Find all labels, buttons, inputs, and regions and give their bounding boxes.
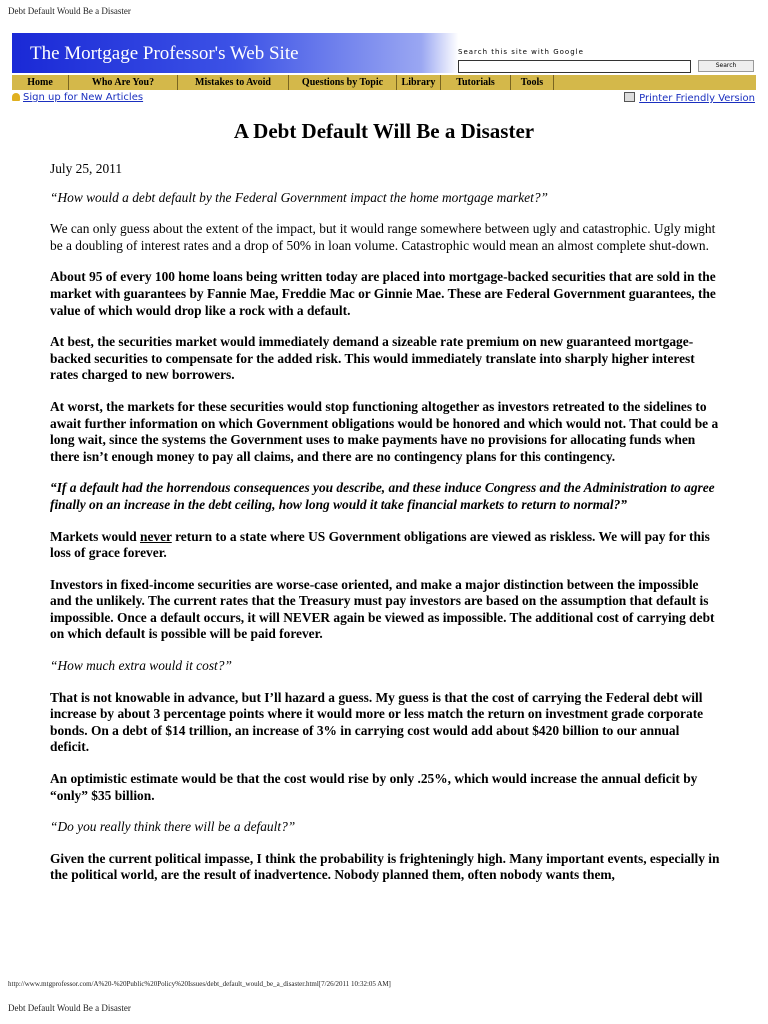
search-label: Search this site with Google — [458, 48, 584, 56]
bell-icon — [12, 93, 20, 101]
search-input[interactable] — [458, 60, 691, 73]
article-body — [50, 161, 720, 899]
browser-page-title: Debt Default Would Be a Disaster — [8, 6, 131, 16]
signup-link[interactable]: Sign up for New Articles — [23, 92, 144, 103]
nav-item-tools[interactable]: Tools — [511, 75, 554, 90]
paragraph-5-start: Markets would — [50, 528, 141, 544]
site-banner — [12, 33, 756, 73]
emphasis-never: never — [140, 528, 172, 544]
site-title[interactable]: The Mortgage Professor's Web Site — [30, 43, 299, 64]
paragraph-3: At best, the securities market would immediately demand a sizeable rate premium on new guaranteed mortgage-backed securities to compensate for the added risk. This would immediately translate into sharply higher interest rates charged to new borrowers. — [50, 334, 695, 383]
question-1: “How would a debt default by the Federal Government impact the home mortgage market?” — [50, 189, 548, 205]
nav-item-mistakes-to-avoid[interactable]: Mistakes to Avoid — [178, 75, 289, 90]
printer-link-area — [624, 92, 755, 104]
paragraph-8: An optimistic estimate would be that the cost would rise by only .25%, which would increase the annual deficit by “only” $35 billion. — [50, 771, 698, 803]
search-button[interactable]: Search — [698, 60, 754, 72]
nav-item-questions-by-topic[interactable]: Questions by Topic — [289, 75, 397, 90]
main-nav — [12, 75, 756, 90]
nav-item-who-are-you[interactable]: Who Are You? — [69, 75, 178, 90]
printer-friendly-link[interactable]: Printer Friendly Version — [639, 93, 755, 104]
paragraph-1: We can only guess about the extent of the impact, but it would range somewhere between ugly and catastrophic. Ugly might be a doubling of interest rates and a drop of 50% in loan volume. Catastrophic would mean an almost complete shut-down. — [50, 221, 716, 253]
nav-item-tutorials[interactable]: Tutorials — [441, 75, 511, 90]
footer-url: http://www.mtgprofessor.com/A%20-%20Public%20Policy%20Issues/debt_default_would_be_a_disaster.html[7/26/2011 10:32:05 AM] — [8, 980, 391, 988]
paragraph-4: At worst, the markets for these securities would stop functioning altogether as investors retreated to the sidelines to await further information on which Government obligations would be honored and which would not. That could be a long wait, since the systems the Government uses to make payments have no provisions for allocating funds when there isn’t enough money to pay all claims, and there are no contingency plans for this contingency. — [50, 398, 719, 464]
question-4: “Do you really think there will be a default?” — [50, 819, 296, 835]
paragraph-7: That is not knowable in advance, but I’ll hazard a guess. My guess is that the cost of carrying the Federal debt will increase by about 3 percentage points where it would more or less match the return on investment grade corporate bonds. On a debt of $14 trillion, an increase of 3% in carrying cost would add about $420 billion to our annual deficit. — [50, 689, 704, 755]
paragraph-9: Given the current political impasse, I think the probability is frighteningly high. Many important events, especially in the political world, are the result of inadvertence. Nobody planned them, often nobody wants them, — [50, 850, 720, 883]
signup-link-area — [12, 92, 143, 103]
paragraph-5 — [50, 529, 720, 562]
paragraph-2: About 95 of every 100 home loans being written today are placed into mortgage-backed securities that are sold in the market with guarantees by Fannie Mae, Freddie Mac or Ginnie Mae. These are Federal Government guarantees, the value of which would drop like a rock with a default. — [50, 269, 716, 318]
article-title: A Debt Default Will Be a Disaster — [233, 119, 535, 143]
article-date: July 25, 2011 — [50, 161, 123, 176]
nav-item-library[interactable]: Library — [397, 75, 441, 90]
nav-item-home[interactable]: Home — [12, 75, 69, 90]
question-2: “If a default had the horrendous consequences you describe, and these induce Congress and the Administration to agree finally on an increase in the debt ceiling, how long would it take financial markets to return to normal?” — [50, 480, 715, 512]
printer-icon — [624, 92, 635, 102]
footer-page-title: Debt Default Would Be a Disaster — [8, 1003, 131, 1013]
paragraph-6: Investors in fixed-income securities are worse-case oriented, and make a major distinction between the impossible and the unlikely. The current rates that the Treasury must pay investors are based on the assumption that default is impossible. Once a default occurs, it will NEVER again be viewed as impossible. The additional cost of carrying debt on which default is possible will be paid forever. — [50, 576, 715, 642]
question-3: “How much extra would it cost?” — [50, 658, 232, 674]
paragraph-5-end: return to a state where US Government obligations are viewed as riskless. We will pay for this loss of grace forever. — [50, 528, 710, 561]
